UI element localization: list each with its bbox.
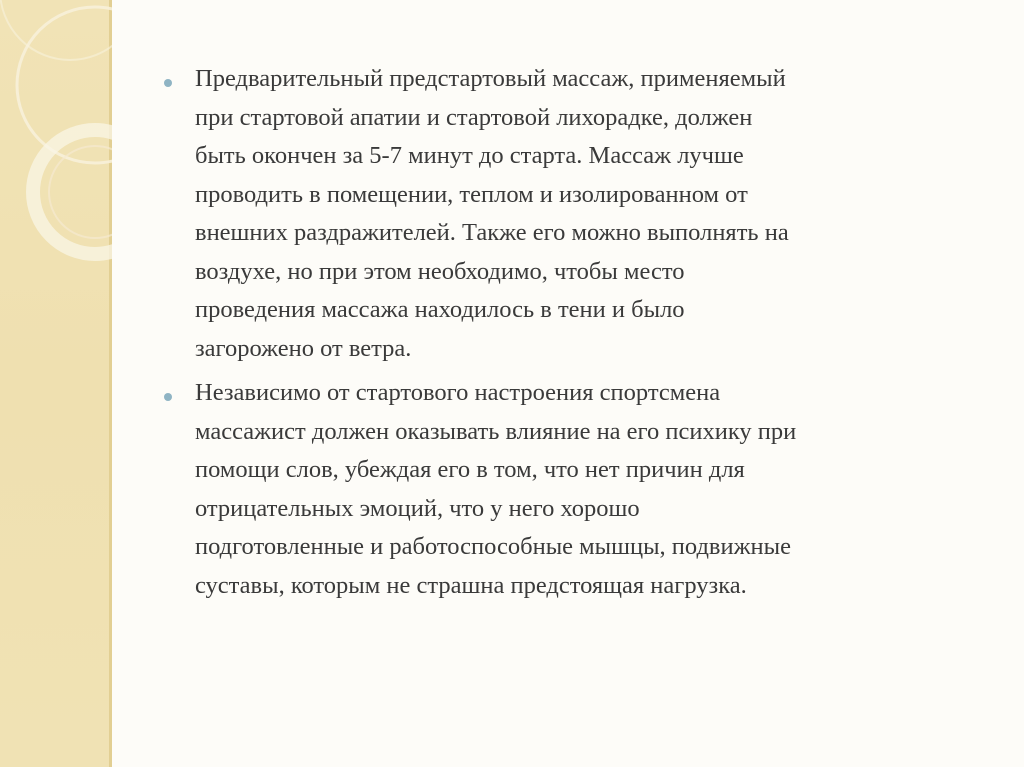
text-line: воздухе, но при этом необходимо, чтобы место bbox=[195, 257, 685, 285]
bullet-list bbox=[160, 60, 970, 605]
text-line: суставы, которым не страшна предстоящая нагрузка. bbox=[195, 571, 747, 599]
text-line: при стартовой апатии и стартовой лихорадке, должен bbox=[195, 103, 753, 131]
text-line: отрицательных эмоций, что у него хорошо bbox=[195, 494, 640, 522]
bullet-text-1 bbox=[195, 60, 970, 368]
bullet-item-1 bbox=[160, 60, 970, 368]
text-line: проведения массажа находилось в тени и было bbox=[195, 296, 685, 323]
bullet-item-2 bbox=[160, 374, 970, 605]
text-line: подготовленные и работоспособные мышцы, подвижные bbox=[195, 533, 791, 560]
text-line: помощи слов, убеждая его в том, что нет причин для bbox=[195, 456, 745, 483]
text-line: проводить в помещении, теплом и изолированном от bbox=[195, 180, 748, 208]
bullet-text-2 bbox=[195, 374, 970, 605]
bullet-dot-icon bbox=[164, 393, 172, 401]
bullet-dot-icon bbox=[164, 79, 172, 87]
text-line: Независимо от стартового настроения спортсмена bbox=[195, 379, 721, 406]
text-line: внешних раздражителей. Также его можно выполнять на bbox=[195, 219, 789, 246]
decorative-circles-icon bbox=[0, 0, 112, 767]
slide-content bbox=[160, 60, 970, 611]
text-line: массажист должен оказывать влияние на его психику при bbox=[195, 417, 797, 445]
text-line: Предварительный предстартовый массаж, применяемый bbox=[195, 65, 786, 92]
text-line: загорожено от ветра. bbox=[195, 334, 412, 362]
text-line: быть окончен за 5-7 минут до старта. Массаж лучше bbox=[195, 142, 744, 169]
